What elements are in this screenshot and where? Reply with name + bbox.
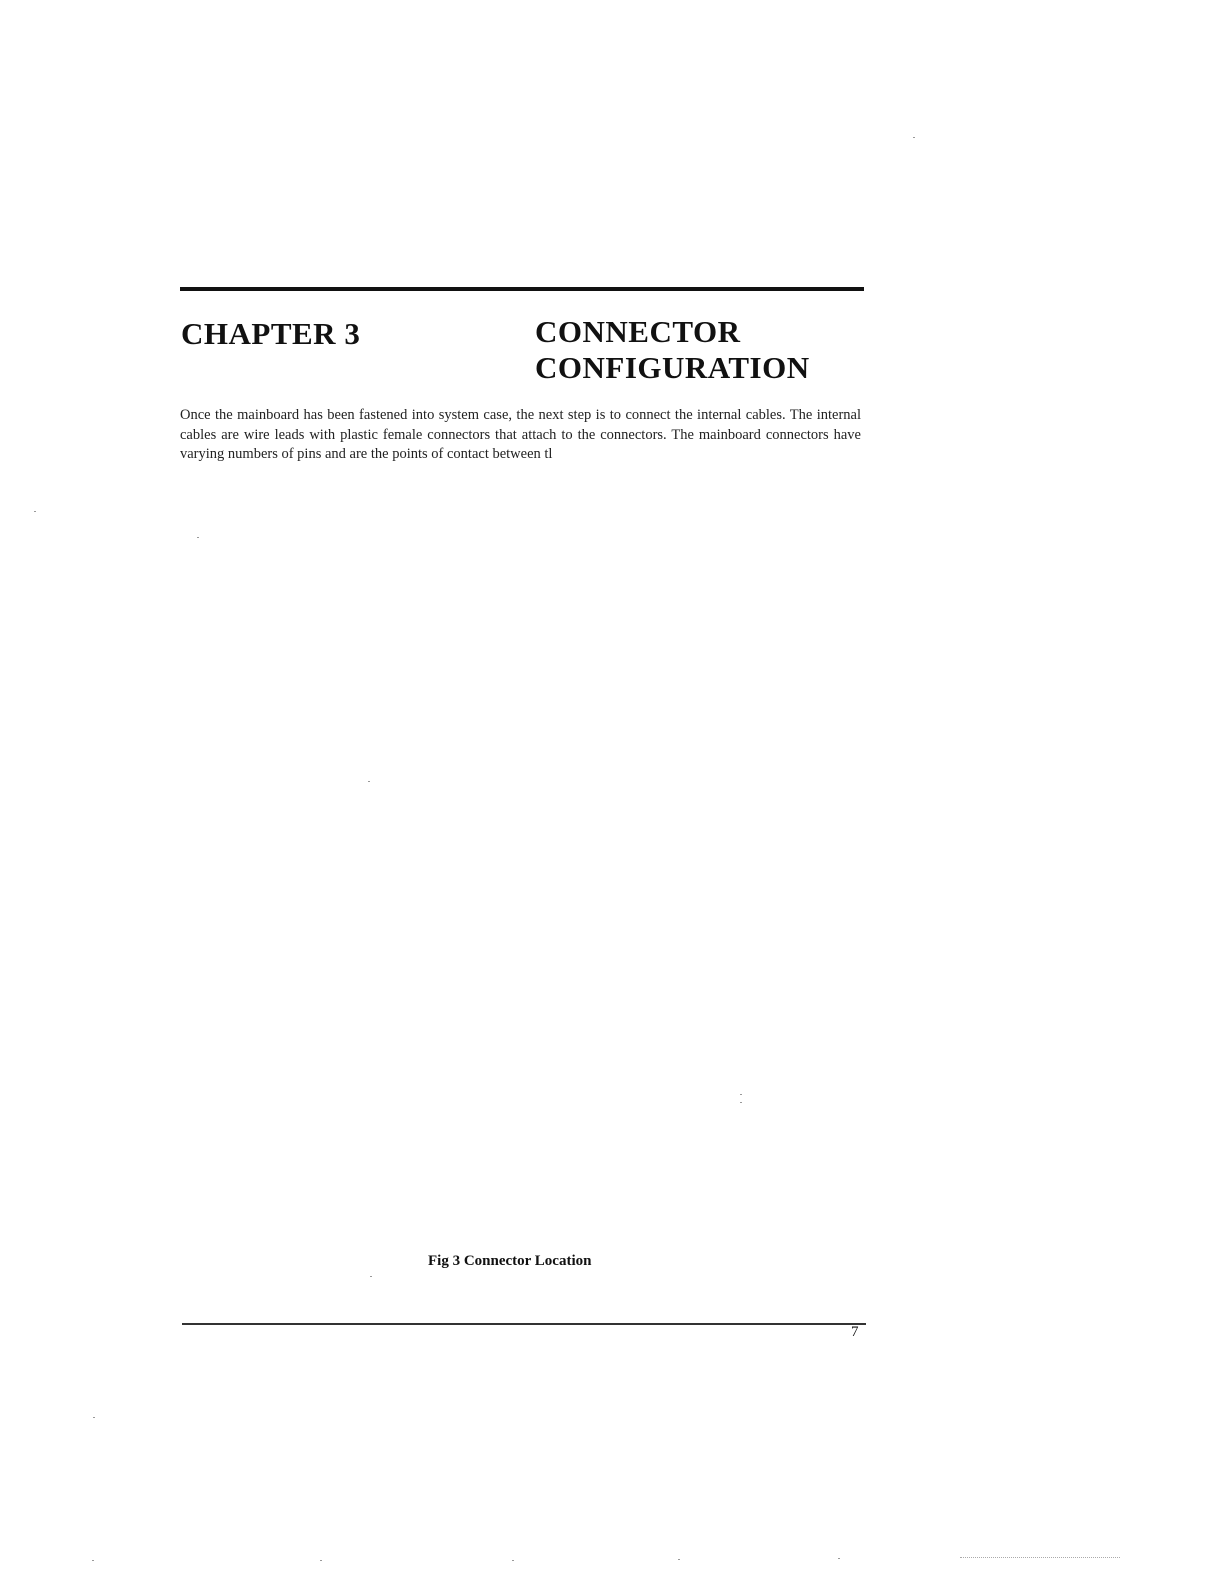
chapter-title-line-1: CONNECTOR: [535, 314, 741, 349]
scan-speck: [92, 1560, 94, 1561]
chapter-title: [535, 314, 810, 386]
chapter-title-line-2: CONFIGURATION: [535, 350, 810, 385]
scan-speck: [913, 137, 915, 138]
scan-speck: [93, 1417, 95, 1418]
scan-speck: [838, 1558, 840, 1559]
scan-speck: [960, 1557, 1120, 1558]
figure-blank-area: [180, 500, 864, 1240]
scan-speck: [34, 511, 36, 512]
scan-speck: [370, 1276, 372, 1277]
scan-speck: [197, 537, 199, 538]
scan-speck: [368, 781, 370, 782]
scan-speck: [740, 1094, 742, 1095]
scan-speck: [320, 1560, 322, 1561]
scan-speck: [740, 1102, 742, 1103]
page-number: 7: [851, 1324, 859, 1340]
scan-speck: [678, 1559, 680, 1560]
figure-caption: Fig 3 Connector Location: [428, 1253, 592, 1269]
scan-speck: [512, 1560, 514, 1561]
chapter-label: CHAPTER 3: [181, 316, 361, 351]
footer-rule: [182, 1323, 866, 1325]
chapter-top-rule: [180, 287, 864, 291]
intro-paragraph: Once the mainboard has been fastened into system case, the next step is to connect the internal cables. The internal cables are wire leads with plastic female connectors that attach to the connectors. The mainboard connectors have varying numbers of pins and are the points of contact between tl: [180, 407, 861, 462]
